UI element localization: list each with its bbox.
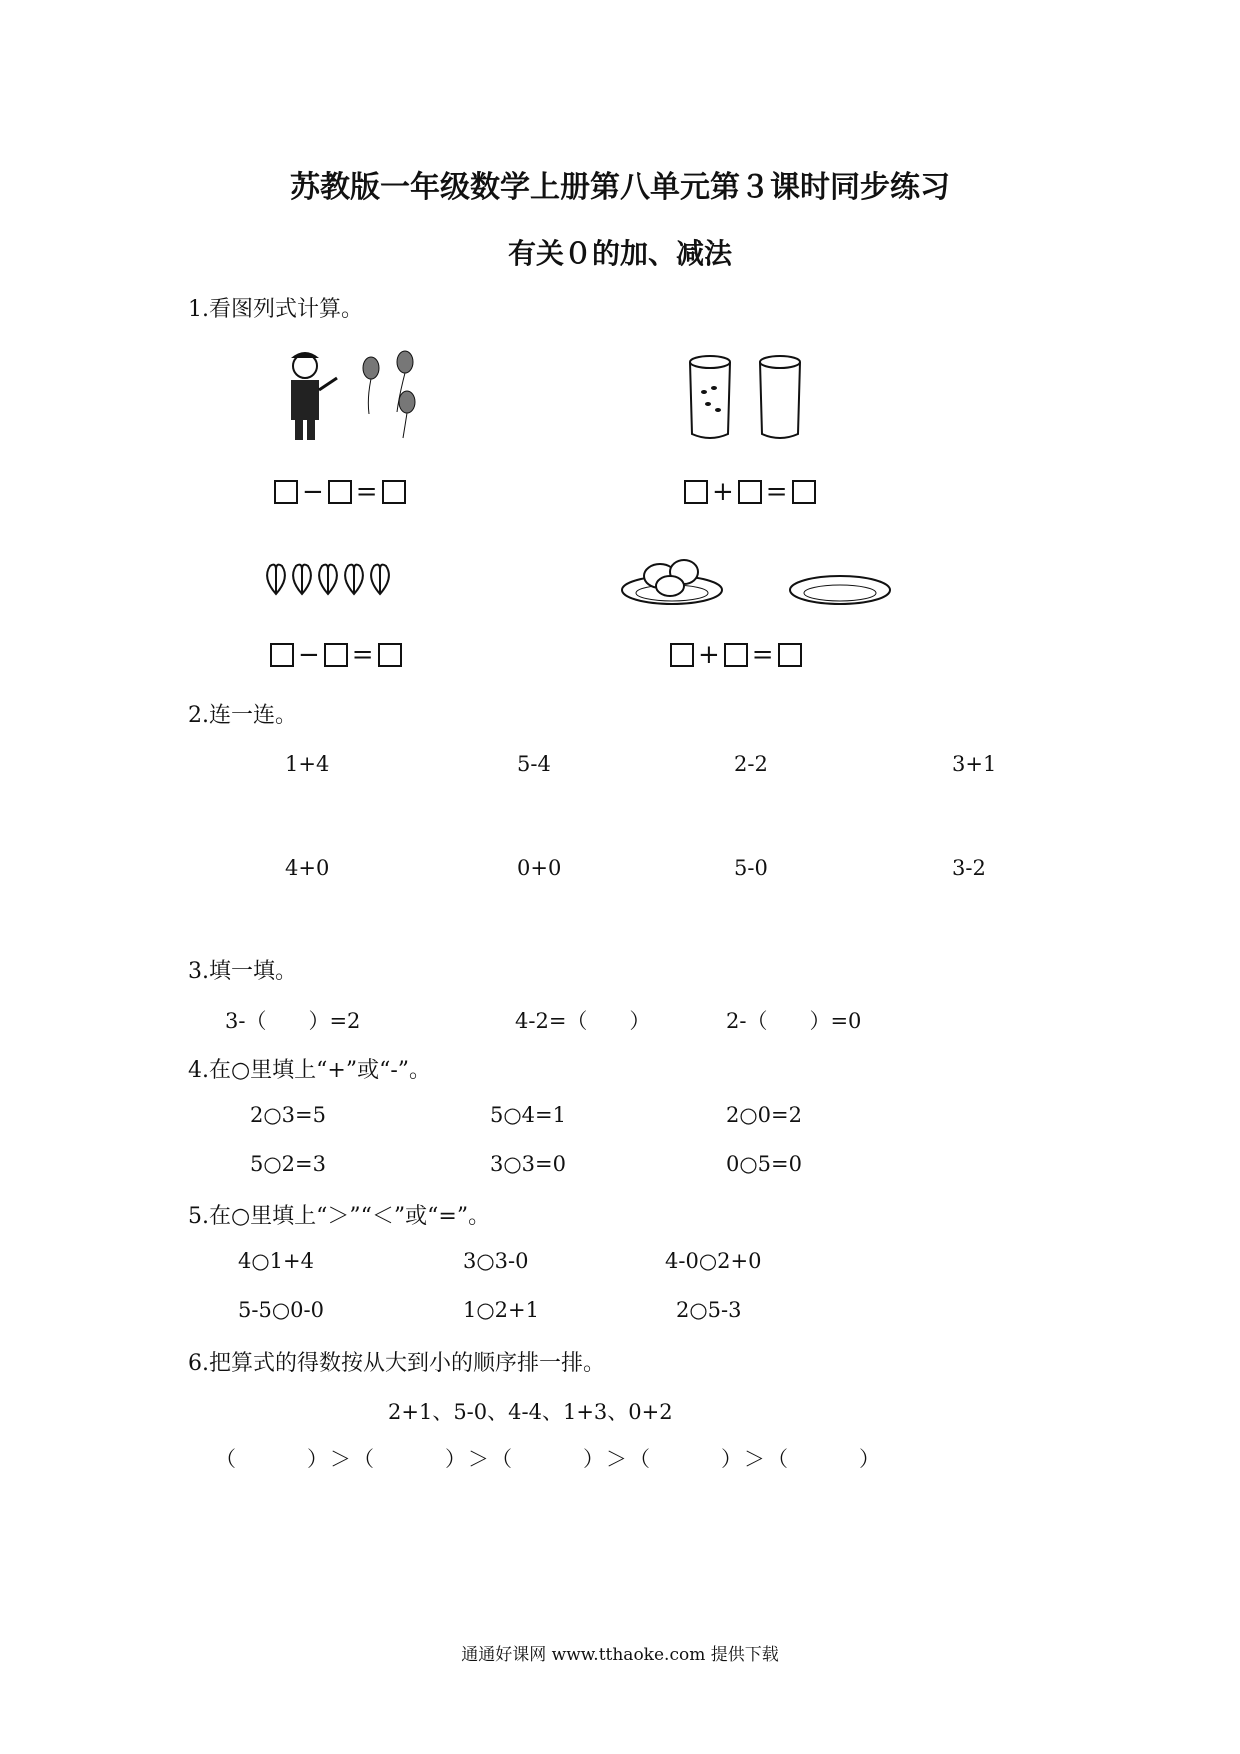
operator: =	[351, 640, 374, 670]
match-bottom-item[interactable]: 5-0	[734, 856, 768, 880]
equation-1	[272, 477, 408, 507]
equation-4	[668, 640, 804, 670]
answer-box[interactable]	[684, 480, 708, 504]
match-top-item[interactable]: 5-4	[517, 752, 551, 776]
question-5-label: 5.在○里填上“＞”“＜”或“=”。	[188, 1204, 491, 1229]
cups-illustration	[680, 352, 820, 442]
plates-illustration	[620, 548, 900, 618]
match-bottom-item[interactable]: 4+0	[285, 856, 330, 880]
answer-box[interactable]	[792, 480, 816, 504]
question-6-label: 6.把算式的得数按从大到小的顺序排一排。	[188, 1351, 605, 1376]
equation-3	[268, 640, 404, 670]
operator-blank-item[interactable]: 2○3=5	[250, 1103, 327, 1127]
answer-box[interactable]	[382, 480, 406, 504]
fill-blank-item[interactable]: 3-（ ）=2	[225, 1009, 361, 1033]
answer-box[interactable]	[724, 643, 748, 667]
match-top-item[interactable]: 2-2	[734, 752, 768, 776]
operator: +	[712, 477, 734, 507]
match-top-item[interactable]: 1+4	[285, 752, 330, 776]
operator: =	[765, 477, 788, 507]
compare-blank-item[interactable]: 1○2+1	[463, 1298, 540, 1322]
compare-blank-item[interactable]: 5-5○0-0	[238, 1298, 324, 1322]
operator-blank-item[interactable]: 5○4=1	[490, 1103, 567, 1127]
match-bottom-item[interactable]: 0+0	[517, 856, 562, 880]
operator-blank-item[interactable]: 2○0=2	[726, 1103, 803, 1127]
fill-blank-item[interactable]: 4-2=（ ）	[515, 1009, 651, 1033]
leaves-illustration	[262, 558, 412, 598]
operator: −	[298, 640, 320, 670]
answer-box[interactable]	[324, 643, 348, 667]
answer-box[interactable]	[670, 643, 694, 667]
compare-blank-item[interactable]: 4○1+4	[238, 1249, 315, 1273]
answer-box[interactable]	[778, 643, 802, 667]
match-bottom-item[interactable]: 3-2	[952, 856, 986, 880]
order-expressions: 2+1、5-0、4-4、1+3、0+2	[388, 1400, 673, 1424]
question-4-label: 4.在○里填上“+”或“-”。	[188, 1058, 432, 1083]
operator: =	[751, 640, 774, 670]
operator-blank-item[interactable]: 5○2=3	[250, 1152, 327, 1176]
compare-blank-item[interactable]: 3○3-0	[463, 1249, 529, 1273]
answer-box[interactable]	[738, 480, 762, 504]
operator: =	[355, 477, 378, 507]
question-1-label: 1.看图列式计算。	[188, 297, 363, 322]
compare-blank-item[interactable]: 2○5-3	[676, 1298, 742, 1322]
answer-box[interactable]	[270, 643, 294, 667]
answer-box[interactable]	[274, 480, 298, 504]
operator: −	[302, 477, 324, 507]
page-title: 苏教版一年级数学上册第八单元第３课时同步练习	[290, 170, 950, 205]
footer-source: 通通好课网 www.tthaoke.com 提供下载	[461, 1645, 779, 1665]
person-balloons-illustration	[275, 348, 435, 448]
operator: +	[698, 640, 720, 670]
order-answer-blanks[interactable]: （ ）＞（ ）＞（ ）＞（ ）＞（ ）	[215, 1447, 882, 1471]
compare-blank-item[interactable]: 4-0○2+0	[665, 1249, 762, 1273]
operator-blank-item[interactable]: 3○3=0	[490, 1152, 567, 1176]
answer-box[interactable]	[328, 480, 352, 504]
operator-blank-item[interactable]: 0○5=0	[726, 1152, 803, 1176]
page-subtitle: 有关０的加、减法	[507, 237, 732, 270]
match-top-item[interactable]: 3+1	[952, 752, 997, 776]
equation-2	[682, 477, 818, 507]
fill-blank-item[interactable]: 2-（ ）=0	[726, 1009, 862, 1033]
answer-box[interactable]	[378, 643, 402, 667]
question-3-label: 3.填一填。	[188, 959, 297, 984]
question-2-label: 2.连一连。	[188, 703, 297, 728]
